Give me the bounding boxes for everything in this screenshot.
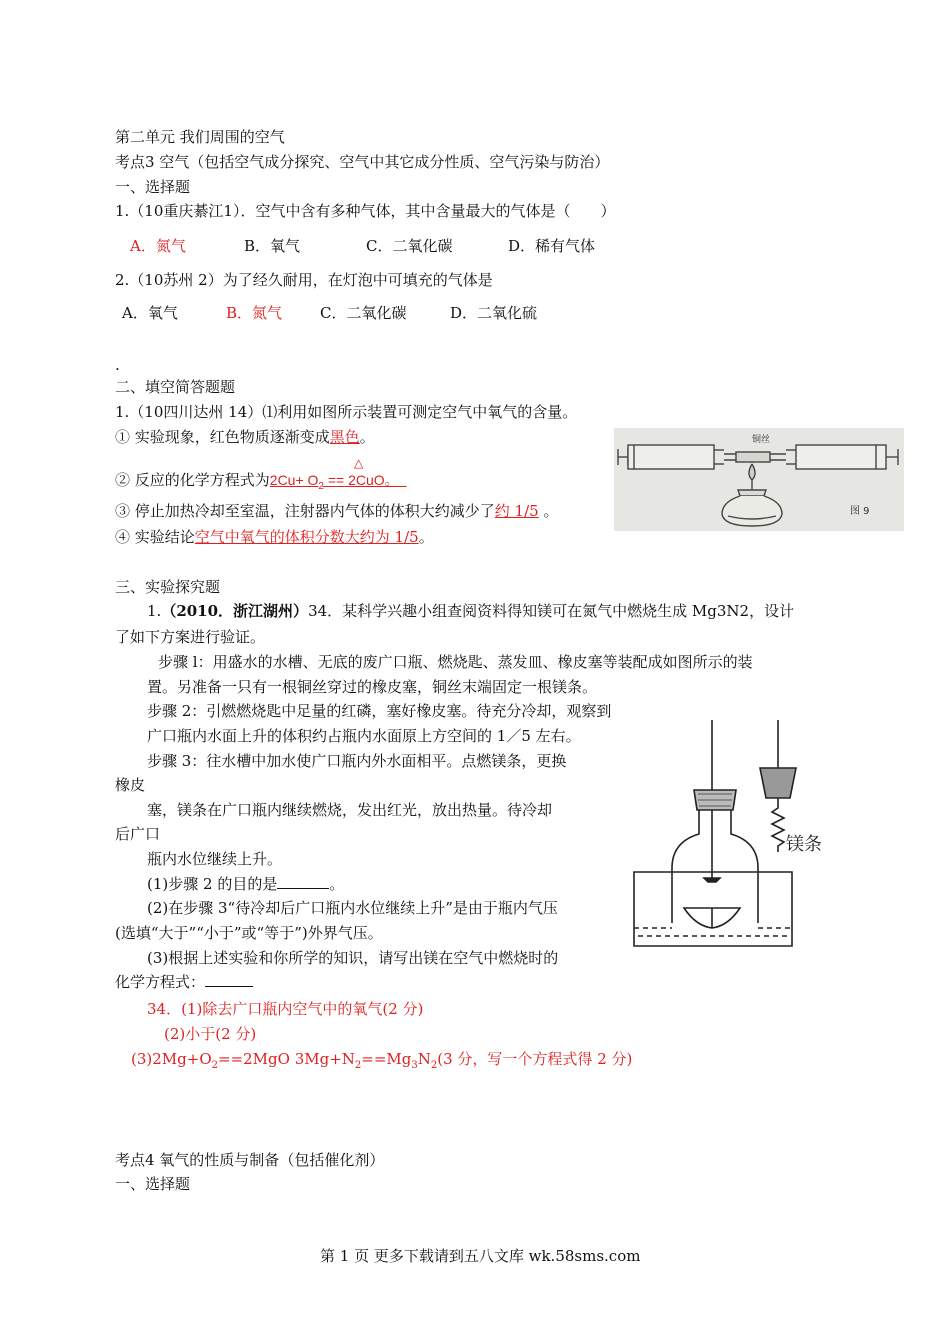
kp3-sec1: 一、选择题 bbox=[115, 178, 191, 196]
exp-question-1-text: (1)步骤 2 的目的是 bbox=[147, 875, 278, 893]
fill-line-4-text: ④ 实验结论 bbox=[115, 528, 195, 546]
q2-option-b: B．氮气 bbox=[226, 304, 283, 322]
step3-line-d: 后广口 bbox=[115, 825, 161, 843]
q1-option-a: A．氮气 bbox=[130, 237, 186, 255]
answer-blank-1 bbox=[277, 874, 329, 889]
q1-option-c: C．二氧化碳 bbox=[366, 237, 453, 255]
answer-3-sub-1: 2 bbox=[211, 1060, 218, 1071]
fill-answer-1: 黑色 bbox=[329, 428, 360, 446]
delta-sign: △ bbox=[354, 456, 364, 470]
kp3-sec3: 三、实验探究题 bbox=[115, 578, 221, 596]
fill-stem: 1.（10四川达州 14）⑴利用如图所示装置可测定空气中氧气的含量。 bbox=[115, 403, 578, 421]
fill-line-2 bbox=[115, 470, 406, 490]
exp-stem bbox=[147, 601, 794, 621]
exp-stem-text: 34．某科学兴趣小组查阅资料得知镁可在氮气中燃烧生成 Mg3N2，设计 bbox=[308, 602, 795, 620]
kp3-sec2: 二、填空简答题题 bbox=[115, 378, 236, 396]
step1-line-b: 置。另准备一只有一根铜丝穿过的橡皮塞，铜丝末端固定一根镁条。 bbox=[147, 678, 598, 696]
fill-answer-2 bbox=[269, 472, 407, 492]
answer-3-part-2: ==2MgO 3Mg+N bbox=[218, 1050, 355, 1068]
answer-3-part-3: ==Mg bbox=[361, 1050, 412, 1068]
exp-stem-number: 1. bbox=[147, 602, 162, 620]
exp-stem-2: 了如下方案进行验证。 bbox=[115, 628, 266, 646]
exp-question-2b: (选填“大于”“小于”或“等于”)外界气压。 bbox=[115, 924, 383, 942]
equation-right: 2CuO。 bbox=[348, 472, 399, 488]
exp-stem-source: （2010．浙江湖州） bbox=[161, 602, 309, 620]
unit-title: 第二单元 我们周围的空气 bbox=[115, 128, 285, 146]
figure-flask-trough bbox=[632, 718, 822, 958]
answer-3-part-4: N bbox=[417, 1050, 431, 1068]
fill-line-3-text: ③ 停止加热冷却至室温，注射器内气体的体积大约减少了 bbox=[115, 502, 495, 520]
syringe-apparatus-drawing bbox=[614, 428, 904, 531]
equation-equals: == bbox=[327, 472, 345, 488]
step2-line-a: 步骤 2：引燃燃烧匙中足量的红磷，塞好橡皮塞。待充分冷却，观察到 bbox=[147, 702, 612, 720]
step3-line-c: 塞，镁条在广口瓶内继续燃烧，发出红光，放出热量。待冷却 bbox=[147, 801, 553, 819]
step1-line-a: 步骤 l：用盛水的水槽、无底的废广口瓶、燃烧匙、蒸发皿、橡皮塞等装配成如图所示的装 bbox=[158, 653, 753, 671]
answer-line-1: 34．(1)除去广口瓶内空气中的氧气(2 分) bbox=[147, 1000, 424, 1018]
fill-answer-3: 约 1/5 bbox=[494, 502, 539, 520]
fill-line-4 bbox=[115, 527, 434, 547]
fill-line-1 bbox=[115, 427, 375, 447]
answer-line-2: (2)小于(2 分) bbox=[164, 1025, 257, 1043]
fill-line-4-end: 。 bbox=[418, 528, 434, 546]
kp4-sec1: 一、选择题 bbox=[115, 1175, 191, 1193]
q2-option-a: A．氧气 bbox=[122, 304, 178, 322]
kp4-title: 考点4 氧气的性质与制备（包括催化剂） bbox=[115, 1151, 385, 1169]
answer-3-sub-4: 2 bbox=[430, 1060, 438, 1071]
stray-dot: . bbox=[115, 356, 120, 374]
answer-line-3 bbox=[131, 1049, 632, 1069]
exp-question-3a: (3)根据上述实验和你所学的知识，请写出镁在空气中燃烧时的 bbox=[147, 949, 559, 967]
exp-question-3b-text: 化学方程式： bbox=[115, 973, 206, 991]
figure-9-caption: 图 9 bbox=[850, 506, 870, 517]
fill-line-3 bbox=[115, 501, 559, 521]
answer-3-sub-3: 3 bbox=[411, 1060, 418, 1071]
page-footer: 第 1 页 更多下载请到五八文库 wk.58sms.com bbox=[320, 1247, 641, 1265]
equation-sub: 2 bbox=[318, 480, 324, 492]
exp-question-2a: (2)在步骤 3“待冷却后广口瓶内水位继续上升”是由于瓶内气压 bbox=[147, 899, 558, 917]
exp-question-1-end: 。 bbox=[329, 875, 345, 893]
q1-stem: 1.（10重庆綦江1）．空气中含有多种气体，其中含量最大的气体是（ ） bbox=[115, 202, 616, 220]
equation-left: 2Cu+ O bbox=[269, 472, 319, 488]
step3-line-b: 橡皮 bbox=[115, 776, 146, 794]
magnesium-ribbon-label: 镁条 bbox=[786, 834, 822, 855]
answer-3-sub-2: 2 bbox=[354, 1060, 362, 1071]
step2-line-b: 广口瓶内水面上升的体积约占瓶内水面原上方空间的 1／5 左右。 bbox=[147, 727, 581, 745]
q1-option-d: D．稀有气体 bbox=[508, 237, 596, 255]
q2-option-c: C．二氧化碳 bbox=[320, 304, 407, 322]
flask-trough-drawing bbox=[632, 718, 822, 958]
fill-line-1-text: ① 实验现象，红色物质逐渐变成 bbox=[115, 428, 330, 446]
copper-wire-label: 铜丝 bbox=[752, 435, 771, 445]
step3-line-e: 瓶内水位继续上升。 bbox=[147, 850, 283, 868]
fill-line-1-end: 。 bbox=[359, 428, 375, 446]
fill-line-3-end: 。 bbox=[543, 502, 559, 520]
answer-3-part-1: (3)2Mg+O bbox=[131, 1050, 212, 1068]
q1-option-b: B．氧气 bbox=[244, 237, 301, 255]
fill-answer-4: 空气中氧气的体积分数大约为 1/5 bbox=[194, 528, 419, 546]
answer-blank-3 bbox=[205, 972, 253, 987]
fill-line-2-text: ② 反应的化学方程式为 bbox=[115, 471, 270, 489]
q2-option-d: D．二氧化硫 bbox=[450, 304, 538, 322]
step3-line-a: 步骤 3：往水槽中加水使广口瓶内外水面相平。点燃镁条，更换 bbox=[147, 752, 567, 770]
exp-question-3b bbox=[115, 972, 253, 992]
figure-9-syringe-apparatus bbox=[614, 428, 904, 531]
q2-stem: 2.（10苏州 2）为了经久耐用，在灯泡中可填充的气体是 bbox=[115, 271, 493, 289]
kp3-title: 考点3 空气（包括空气成分探究、空气中其它成分性质、空气污染与防治） bbox=[115, 153, 610, 171]
answer-3-part-5: (3 分，写一个方程式得 2 分) bbox=[437, 1050, 633, 1068]
exp-question-1 bbox=[147, 874, 344, 894]
